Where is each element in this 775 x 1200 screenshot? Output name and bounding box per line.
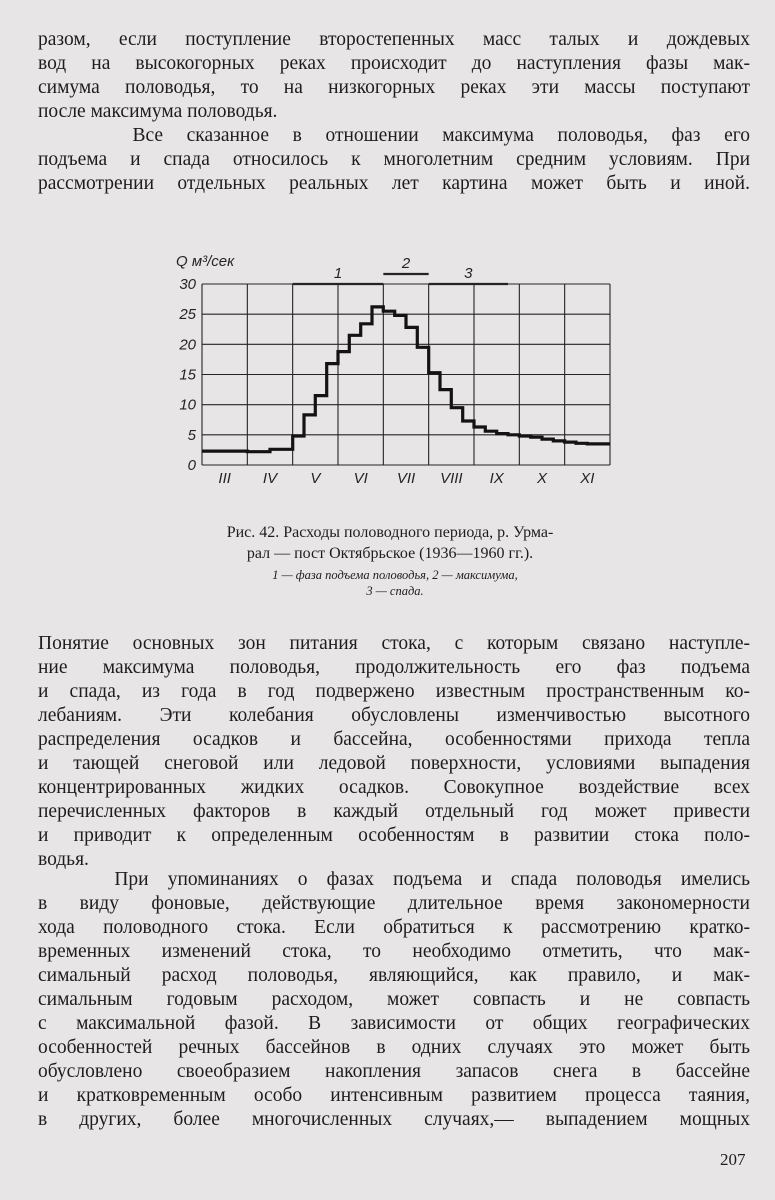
text-line: временных изменений стока, то необходимо отметить, что мак- [38, 941, 750, 962]
y-tick-label: 15 [179, 366, 196, 384]
paragraph-2 [38, 124, 750, 196]
legend-line: 1 — фаза подъема половодья, 2 — максимума, [272, 568, 518, 582]
x-tick-label: III [218, 470, 231, 487]
x-tick-label: VI [353, 470, 368, 487]
text-line: разом, если поступление второстепенных масс талых и дождевых [38, 29, 750, 50]
text-line: Понятие основных зон питания стока, с которым связано наступле- [38, 633, 750, 654]
y-tick-label: 5 [187, 426, 196, 444]
paragraph-3 [38, 632, 750, 872]
text-line: обусловлено своеобразием накопления запасов снега в бассейне [38, 1061, 750, 1082]
text-line: после максимума половодья. [38, 101, 278, 122]
discharge-series-line [202, 307, 610, 452]
paragraph-1 [38, 28, 750, 124]
text-line: и спада, из года в год подвержено известным пространственным ко- [38, 681, 750, 702]
x-tick-label: IX [489, 470, 504, 487]
text-line: особенностей речных бассейнов в одних случаях это может быть [38, 1037, 750, 1058]
y-tick-label: 30 [179, 276, 196, 293]
phase-label: 1 [333, 265, 343, 282]
y-axis-label: Q м³/сек [176, 253, 235, 270]
figure-legend [245, 567, 545, 599]
text-line: с максимальной фазой. В зависимости от общих географических [38, 1013, 750, 1034]
text-line: подъема и спада относилось к многолетним средним условиям. При [38, 149, 750, 170]
text-line: ние максимума половодья, продолжительность его фаз подъема [38, 657, 750, 678]
discharge-chart [160, 248, 630, 488]
y-tick-label: 20 [179, 336, 196, 354]
y-tick-label: 0 [187, 457, 196, 474]
text-line: и приводит к определенным особенностям в развитии стока поло- [38, 825, 750, 846]
text-line: перечисленных факторов в каждый отдельный год может привести [38, 801, 750, 822]
text-line: рассмотрении отдельных реальных лет картина может быть и иной. [38, 173, 750, 194]
text-line: распределения осадков и бассейна, особенностями прихода тепла [38, 729, 750, 750]
text-line: концентрированных жидких осадков. Совокупное воздействие всех [38, 777, 750, 798]
caption-line: Рис. 42. Расходы половодного периода, р. Урма- [226, 524, 554, 541]
text-line: вод на высокогорных реках происходит до наступления фазы мак- [38, 53, 750, 74]
caption-line: рал — пост Октябрьское (1936—1960 гг.). [246, 545, 534, 562]
text-line: симальный расход половодья, являющийся, как правило, и мак- [38, 965, 750, 986]
text-line: симальным годовым расходом, может совпасть и не совпасть [38, 989, 750, 1010]
text-line: симума половодья, то на низкогорных реках эти массы поступают [38, 77, 750, 98]
text-line: Все сказанное в отношении максимума половодья, фаз его [38, 125, 750, 146]
text-line: водья. [38, 849, 89, 870]
y-tick-label: 25 [179, 306, 196, 324]
x-tick-label: IV [262, 470, 278, 487]
x-tick-label: VII [396, 470, 416, 487]
legend-line: 3 — спада. [366, 584, 424, 598]
x-tick-label: XI [580, 470, 595, 487]
text-line: в виду фоновые, действующие длительное время закономерности [38, 893, 750, 914]
text-line: лебаниям. Эти колебания обусловлены изменчивостью высотного [38, 705, 750, 726]
text-line: и тающей снеговой или ледовой поверхности, условиями выпадения [38, 753, 750, 774]
text-line: хода половодного стока. Если обратиться к рассмотрению кратко- [38, 917, 750, 938]
y-tick-label: 10 [179, 396, 196, 414]
text-line: в других, более многочисленных случаях,— выпадением мощных [38, 1109, 750, 1130]
paragraph-4 [38, 868, 750, 1132]
text-line: При упоминаниях о фазах подъема и спада половодья имелись [38, 869, 750, 890]
phase-label: 2 [401, 255, 411, 272]
page-number: 207 [720, 1150, 746, 1169]
phase-label: 3 [464, 265, 473, 282]
x-tick-label: X [536, 470, 548, 487]
x-tick-label: VIII [440, 470, 463, 487]
x-tick-label: V [310, 470, 321, 487]
figure-caption [165, 522, 615, 564]
text-line: и кратковременным особо интенсивным развитием процесса таяния, [38, 1085, 750, 1106]
